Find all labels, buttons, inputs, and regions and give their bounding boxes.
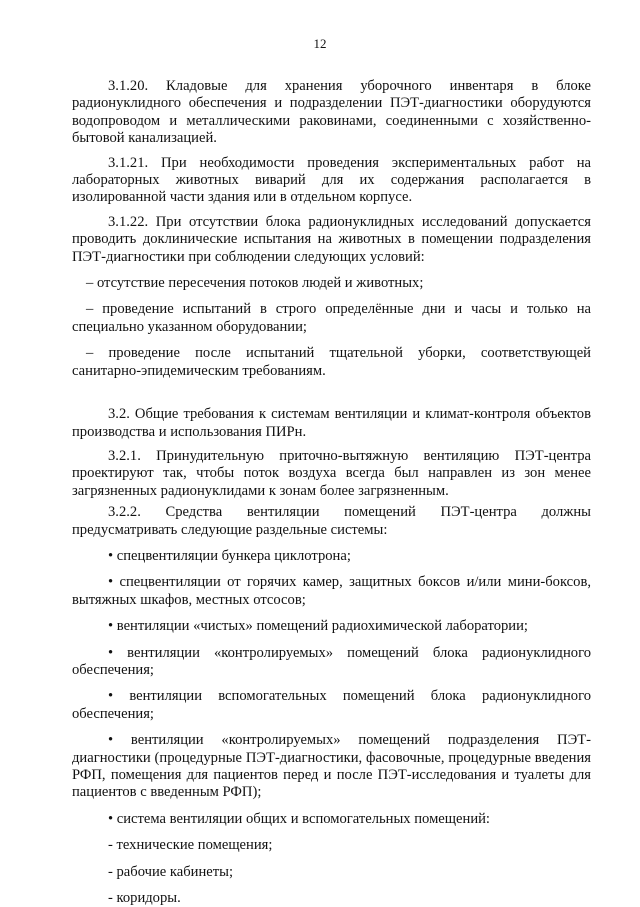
paragraph-3-1-22: 3.1.22. При отсутствии блока радионуклидных исследований допускается проводить доклинические испытания на животных в помещении подразделения ПЭТ-диагностики при соблюдении следующих условий: [72, 213, 591, 265]
room-type-item: - технические помещения; [108, 837, 273, 854]
condition-item: – проведение после испытаний тщательной уборки, соответствующей санитарно-эпидемическим требованиям. [72, 345, 591, 379]
paragraph-3-2-2: 3.2.2. Средства вентиляции помещений ПЭТ-центра должны предусматривать следующие раздельные системы: [72, 504, 591, 538]
ventilation-system-item: • вентиляции «чистых» помещений радиохимической лаборатории; [108, 618, 528, 635]
page-number: 12 [313, 36, 327, 51]
paragraph-3-1-20: 3.1.20. Кладовые для хранения уборочного инвентаря в блоке радионуклидного обеспечения и подразделении ПЭТ-диагностики оборудуются водопроводом и металлическими раковинами, соединенными с хозяйственно-бытовой канализацией. [72, 78, 591, 147]
condition-item: – отсутствие пересечения потоков людей и животных; [86, 275, 424, 292]
ventilation-system-item: • система вентиляции общих и вспомогательных помещений: [108, 810, 490, 827]
ventilation-system-item: • спецвентиляции бункера циклотрона; [108, 547, 351, 564]
ventilation-system-item: • вентиляции «контролируемых» помещений блока радионуклидного обеспечения; [72, 644, 591, 678]
condition-item: – проведение испытаний в строго определённые дни и часы и только на специально указанном оборудовании; [72, 301, 591, 335]
section-heading-3-2: 3.2. Общие требования к системам вентиляции и климат-контроля объектов производства и использования ПИРн. [72, 406, 591, 440]
ventilation-system-item: • вентиляции «контролируемых» помещений подразделения ПЭТ-диагностики (процедурные ПЭТ-диагностики, фасовочные, процедурные введения РФП, помещения для пациентов перед и после ПЭТ-исследования и туалеты для пациентов с введенным РФП); [72, 732, 591, 801]
room-type-item: - коридоры. [108, 890, 181, 907]
room-type-item: - рабочие кабинеты; [108, 863, 234, 880]
ventilation-system-item: • вентиляции вспомогательных помещений блока радионуклидного обеспечения; [72, 688, 591, 722]
paragraph-3-1-21: 3.1.21. При необходимости проведения экспериментальных работ на лабораторных животных виварий для их содержания располагается в изолированной части здания или в отдельном корпусе. [72, 154, 591, 206]
ventilation-system-item: • спецвентиляции от горячих камер, защитных боксов и/или мини-боксов, вытяжных шкафов, местных отсосов; [72, 574, 591, 608]
paragraph-3-2-1: 3.2.1. Принудительную приточно-вытяжную вентиляцию ПЭТ-центра проектируют так, чтобы поток воздуха всегда был направлен из зон менее загрязненных радионуклидами к зонам более загрязненным. [72, 447, 591, 499]
document-body [72, 78, 591, 907]
